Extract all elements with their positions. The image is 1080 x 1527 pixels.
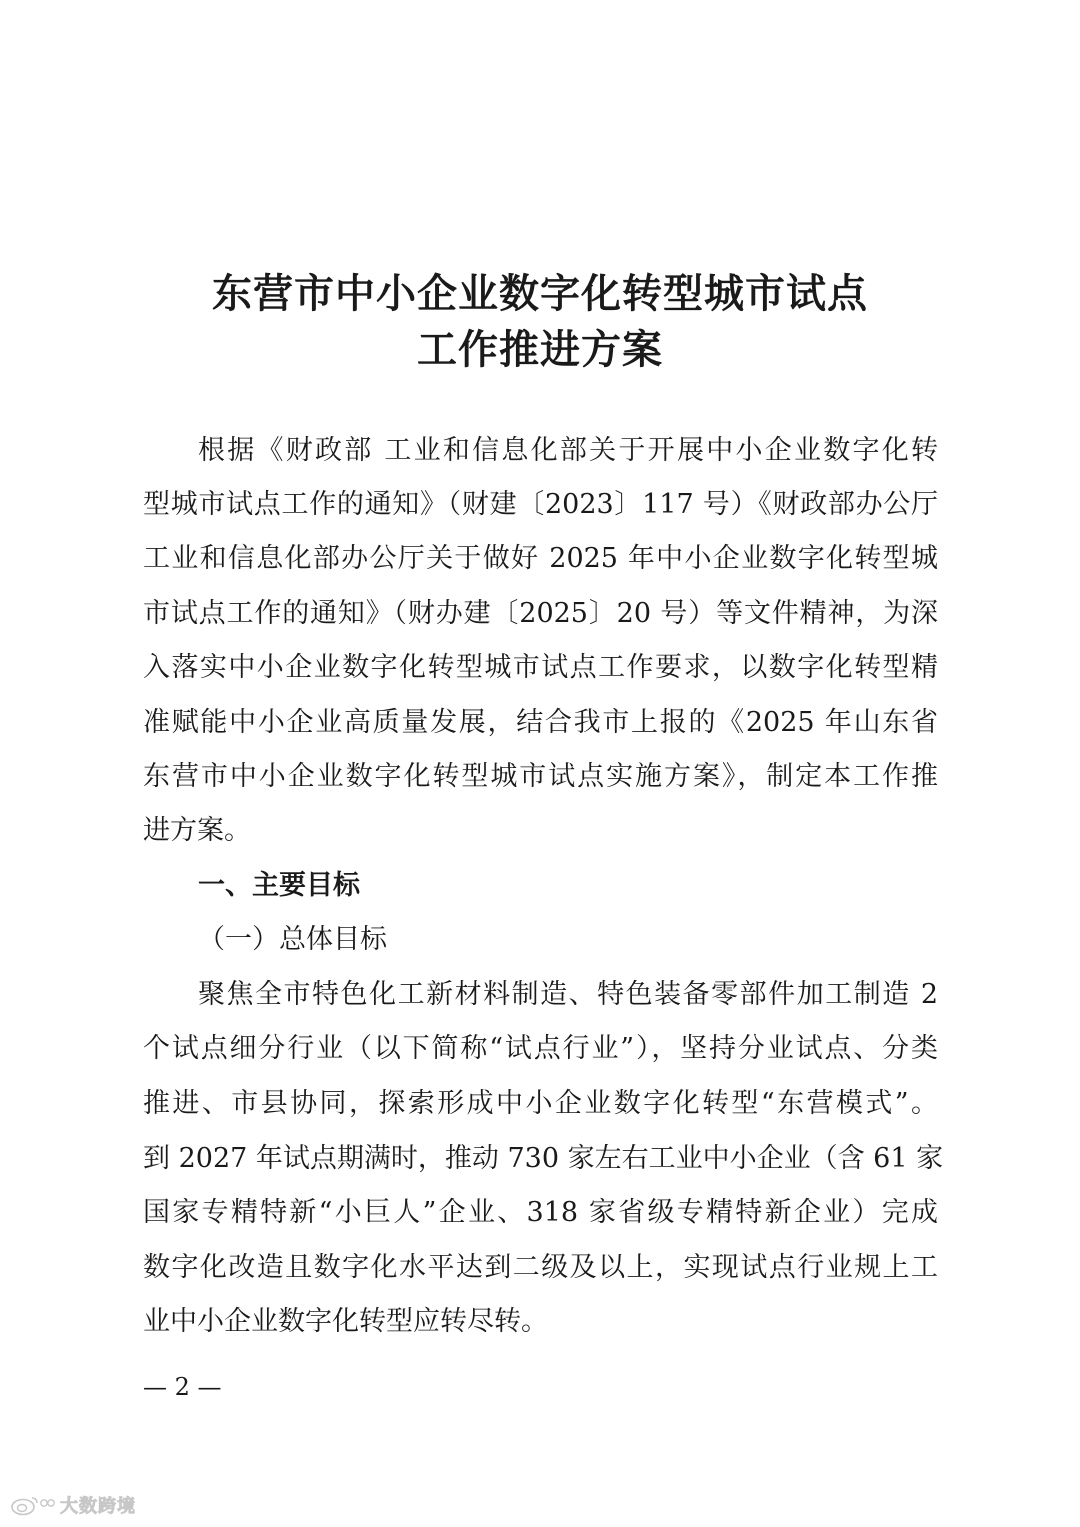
paragraph-line: 入落实中小企业数字化转型城市试点工作要求，以数字化转型精 (143, 652, 938, 683)
paragraph-line: 到 2027 年试点期满时，推动 730 家左右工业中小企业（含 61 家 (143, 1143, 944, 1174)
paragraph-line: 东营市中小企业数字化转型城市试点实施方案》，制定本工作推 (143, 761, 938, 792)
paragraph-line: 进方案。 (143, 815, 251, 846)
paragraph-line: 工业和信息化部办公厅关于做好 2025 年中小企业数字化转型城 (143, 543, 938, 574)
page-number: — 2 — (143, 1373, 222, 1401)
paragraph-line: 型城市试点工作的通知》（财建〔2023〕117 号）《财政部办公厅 (143, 489, 938, 520)
paragraph-line: 推进、市县协同，探索形成中小企业数字化转型“东营模式”。 (143, 1088, 938, 1119)
paragraph-line: 准赋能中小企业高质量发展，结合我市上报的《2025 年山东省 (143, 707, 938, 738)
paragraph-line: 市试点工作的通知》（财办建〔2025〕20 号）等文件精神，为深 (143, 598, 938, 629)
paragraph-line: 聚焦全市特色化工新材料制造、特色装备零部件加工制造 2 (198, 979, 938, 1010)
section-heading: 一、主要目标 (198, 870, 360, 901)
document-title-line-2: 工作推进方案 (417, 327, 663, 373)
paragraph-line: 数字化改造且数字化水平达到二级及以上，实现试点行业规上工 (143, 1252, 938, 1283)
paragraph-line: 国家专精特新“小巨人”企业、318 家省级专精特新企业）完成 (143, 1197, 938, 1228)
document-title-line-1: 东营市中小企业数字化转型城市试点 (212, 271, 868, 317)
paragraph-line: 根据《财政部 工业和信息化部关于开展中小企业数字化转 (198, 435, 938, 466)
weibo-logo-icon (10, 1494, 56, 1516)
subsection-heading: （一）总体目标 (198, 924, 387, 955)
paragraph-line: 个试点细分行业（以下简称“试点行业”），坚持分业试点、分类 (143, 1033, 938, 1064)
paragraph-line: 业中小企业数字化转型应转尽转。 (143, 1306, 548, 1337)
watermark-text: 大数跨境 (60, 1496, 136, 1517)
watermark (10, 1490, 136, 1520)
